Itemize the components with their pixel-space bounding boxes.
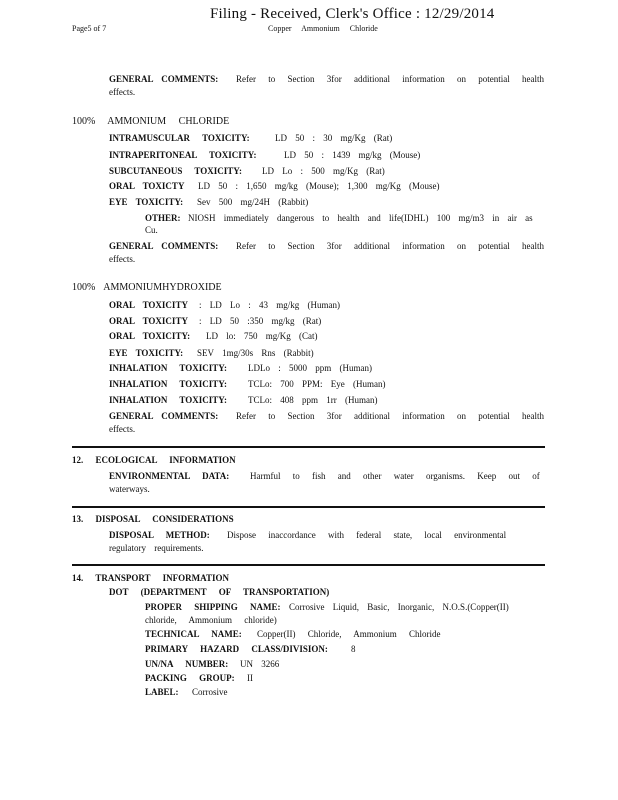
dot-heading: DOT (DEPARTMENT OF TRANSPORTATION) <box>109 587 330 597</box>
section-12-heading: 12. ECOLOGICAL INFORMATION <box>72 455 236 465</box>
general-comments-text: Refer to Section 3for additional information on potential health <box>236 74 544 84</box>
section-14-heading: 14. TRANSPORT INFORMATION <box>72 573 229 583</box>
label-value: Corrosive <box>192 687 228 697</box>
ammonium-chloride-heading: 100% AMMONIUM CHLORIDE <box>72 116 230 127</box>
proper-shipping-name-label: PROPER SHIPPING NAME: <box>145 602 281 612</box>
intramuscular-value: LD 50 : 30 mg/Kg (Rat) <box>275 133 393 143</box>
inhalation-toxicity-value: TCLo: 700 PPM: Eye (Human) <box>248 379 386 389</box>
un-number-label: UN/NA NUMBER: <box>145 659 229 669</box>
ammonium-hydroxide-heading: 100% AMMONIUMHYDROXIDE <box>72 282 222 293</box>
other-text-cont: Cu. <box>145 225 158 235</box>
document-subtitle: Copper Ammonium Chloride <box>268 24 378 33</box>
general-comments-text-cont: effects. <box>109 424 136 434</box>
eye-toxicity-value: Sev 500 mg/24H (Rabbit) <box>197 197 309 207</box>
oral-toxicity-label: ORAL TOXICTY <box>109 181 185 191</box>
technical-name-value: Copper(II) Chloride, Ammonium Chloride <box>257 629 441 639</box>
general-comments-text-cont: effects. <box>109 254 136 264</box>
primary-hazard-class-value: 8 <box>351 644 356 654</box>
environmental-data-text: Harmful to fish and other water organisms. Keep out of <box>250 471 540 481</box>
general-comments-text-cont: effects. <box>109 87 136 97</box>
packing-group-value: II <box>247 673 253 683</box>
environmental-data-text-cont: waterways. <box>109 484 150 494</box>
general-comments-label: GENERAL COMMENTS: <box>109 411 219 421</box>
eye-toxicity-value: SEV 1mg/30s Rns (Rabbit) <box>197 348 314 358</box>
page-number: Page5 of 7 <box>72 24 107 33</box>
oral-toxicity-label: ORAL TOXICITY: <box>109 331 191 341</box>
disposal-method-label: DISPOSAL METHOD: <box>109 530 210 540</box>
oral-toxicity-value: : LD 50 :350 mg/kg (Rat) <box>199 316 322 326</box>
eye-toxicity-label: EYE TOXICITY: <box>109 197 184 207</box>
section-divider <box>72 564 545 566</box>
intraperitoneal-value: LD 50 : 1439 mg/kg (Mouse) <box>284 150 421 160</box>
label-label: LABEL: <box>145 687 179 697</box>
other-text: NIOSH immediately dangerous to health and life(IDHL) 100 mg/m3 in air as <box>188 213 533 223</box>
subcutaneous-label: SUBCUTANEOUS TOXICITY: <box>109 166 242 176</box>
proper-shipping-name-value-cont: chloride, Ammonium chloride) <box>145 615 277 625</box>
inhalation-toxicity-label: INHALATION TOXICITY: <box>109 395 227 405</box>
un-number-value: UN 3266 <box>240 659 280 669</box>
oral-toxicity-value: LD 50 : 1,650 mg/kg (Mouse); 1,300 mg/Kg (Mouse) <box>198 181 440 191</box>
inhalation-toxicity-value: LDLo : 5000 ppm (Human) <box>248 363 372 373</box>
document-header-title: Filing - Received, Clerk's Office : 12/29/2014 <box>210 6 495 22</box>
disposal-method-text-cont: regulatory requirements. <box>109 543 204 553</box>
primary-hazard-class-label: PRIMARY HAZARD CLASS/DIVISION: <box>145 644 328 654</box>
inhalation-toxicity-label: INHALATION TOXICITY: <box>109 379 227 389</box>
proper-shipping-name-value: Corrosive Liquid, Basic, Inorganic, N.O.S.(Copper(II) <box>289 602 509 612</box>
oral-toxicity-value: : LD Lo : 43 mg/kg (Human) <box>199 300 340 310</box>
section-13-heading: 13. DISPOSAL CONSIDERATIONS <box>72 514 234 524</box>
inhalation-toxicity-label: INHALATION TOXICITY: <box>109 363 227 373</box>
general-comments-label: GENERAL COMMENTS: <box>109 74 219 84</box>
general-comments-text: Refer to Section 3for additional information on potential health <box>236 411 544 421</box>
other-label: OTHER: <box>145 213 181 223</box>
intraperitoneal-label: INTRAPERITONEAL TOXICITY: <box>109 150 257 160</box>
section-divider <box>72 506 545 508</box>
environmental-data-label: ENVIRONMENTAL DATA: <box>109 471 230 481</box>
eye-toxicity-label: EYE TOXICITY: <box>109 348 184 358</box>
inhalation-toxicity-value: TCLo: 408 ppm 1rr (Human) <box>248 395 378 405</box>
oral-toxicity-label: ORAL TOXICITY <box>109 316 188 326</box>
oral-toxicity-label: ORAL TOXICITY <box>109 300 188 310</box>
general-comments-label: GENERAL COMMENTS: <box>109 241 219 251</box>
general-comments-text: Refer to Section 3for additional information on potential health <box>236 241 544 251</box>
packing-group-label: PACKING GROUP: <box>145 673 235 683</box>
intramuscular-label: INTRAMUSCULAR TOXICITY: <box>109 133 250 143</box>
oral-toxicity-value: LD lo: 750 mg/Kg (Cat) <box>206 331 318 341</box>
subcutaneous-value: LD Lo : 500 mg/Kg (Rat) <box>262 166 385 176</box>
disposal-method-text: Dispose inaccordance with federal state, local environmental <box>227 530 507 540</box>
section-divider <box>72 446 545 448</box>
technical-name-label: TECHNICAL NAME: <box>145 629 242 639</box>
